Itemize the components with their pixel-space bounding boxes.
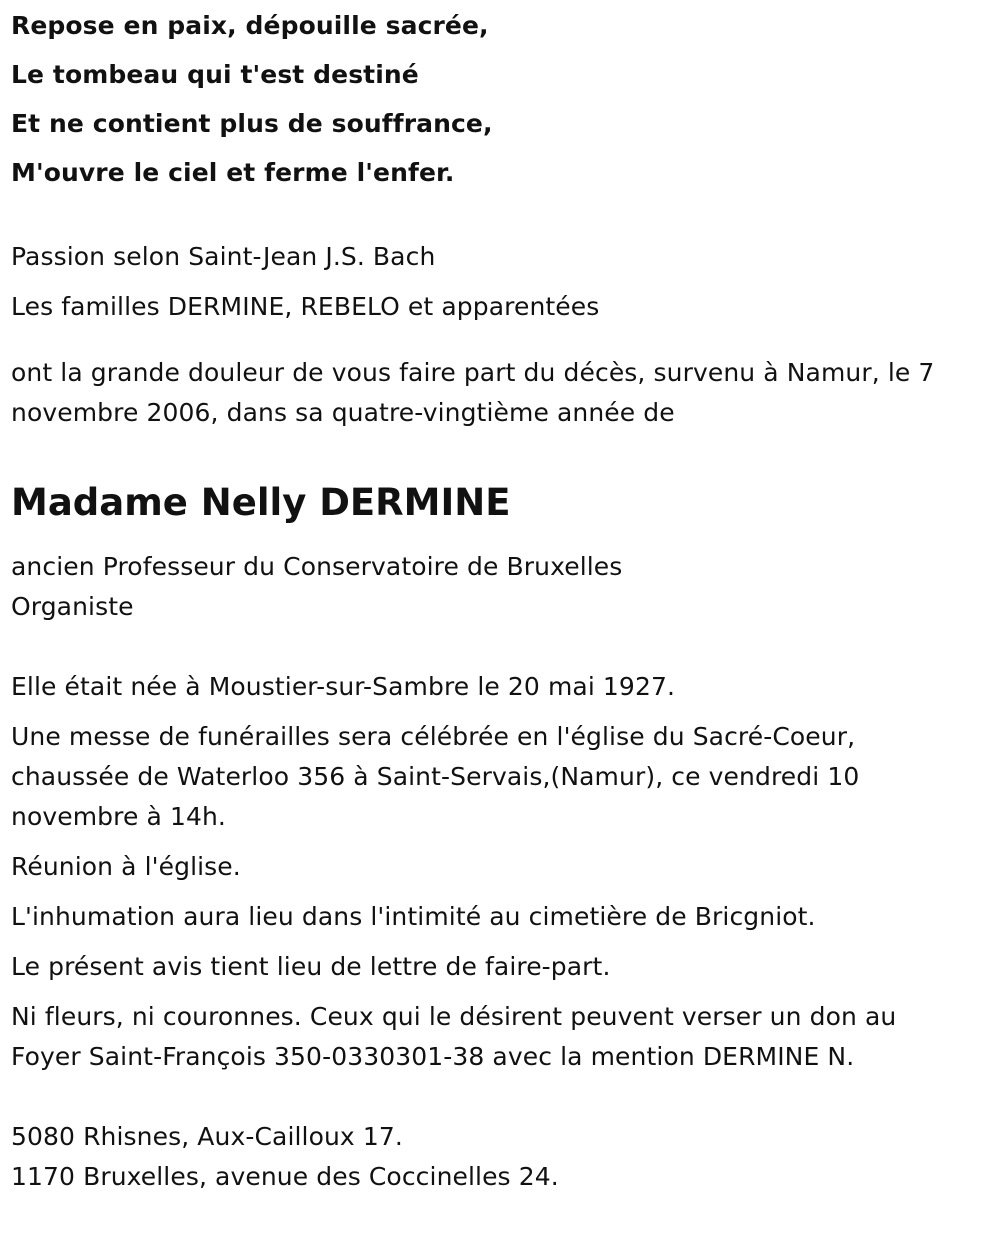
meeting-line: Réunion à l'église. xyxy=(11,852,241,881)
funeral-line: chaussée de Waterloo 356 à Saint-Servais,(Namur), ce vendredi 10 xyxy=(11,762,860,791)
donation-line: Ni fleurs, ni couronnes. Ceux qui le désirent peuvent verser un don au xyxy=(11,1002,897,1031)
details-block xyxy=(11,667,991,1077)
families-line: Les familles DERMINE, REBELO et apparentées xyxy=(11,292,600,321)
meeting-paragraph xyxy=(11,847,991,887)
announcement-block xyxy=(11,353,991,433)
poem-source: Passion selon Saint-Jean J.S. Bach xyxy=(11,242,436,271)
poem-line: Repose en paix, dépouille sacrée, xyxy=(11,11,489,40)
notice-line: Le présent avis tient lieu de lettre de faire-part. xyxy=(11,952,611,981)
death-notice xyxy=(11,0,991,1197)
funeral-line: novembre à 14h. xyxy=(11,802,226,831)
intro-block xyxy=(11,237,991,327)
burial-paragraph xyxy=(11,897,991,937)
funeral-paragraph xyxy=(11,717,991,837)
funeral-line: Une messe de funérailles sera célébrée en l'église du Sacré-Coeur, xyxy=(11,722,856,751)
announcement-line: novembre 2006, dans sa quatre-vingtième année de xyxy=(11,398,675,427)
notice-paragraph xyxy=(11,947,991,987)
address-line: 5080 Rhisnes, Aux-Cailloux 17. xyxy=(11,1122,403,1151)
addresses-block xyxy=(11,1117,991,1197)
donation-paragraph xyxy=(11,997,991,1077)
birth-line: Elle était née à Moustier-sur-Sambre le 20 mai 1927. xyxy=(11,672,676,701)
poem-line: Et ne contient plus de souffrance, xyxy=(11,109,493,138)
birth-paragraph xyxy=(11,667,991,707)
title-line: ancien Professeur du Conservatoire de Bruxelles xyxy=(11,552,623,581)
poem-line: M'ouvre le ciel et ferme l'enfer. xyxy=(11,158,455,187)
poem-block xyxy=(11,6,991,193)
announcement-line: ont la grande douleur de vous faire part du décès, survenu à Namur, le 7 xyxy=(11,358,935,387)
titles-block xyxy=(11,547,991,627)
title-line: Organiste xyxy=(11,592,134,621)
deceased-name: Madame Nelly DERMINE xyxy=(11,481,511,524)
address-line: 1170 Bruxelles, avenue des Coccinelles 24. xyxy=(11,1162,559,1191)
poem-line: Le tombeau qui t'est destiné xyxy=(11,60,419,89)
donation-line: Foyer Saint-François 350-0330301-38 avec la mention DERMINE N. xyxy=(11,1042,855,1071)
burial-line: L'inhumation aura lieu dans l'intimité au cimetière de Bricgniot. xyxy=(11,902,816,931)
